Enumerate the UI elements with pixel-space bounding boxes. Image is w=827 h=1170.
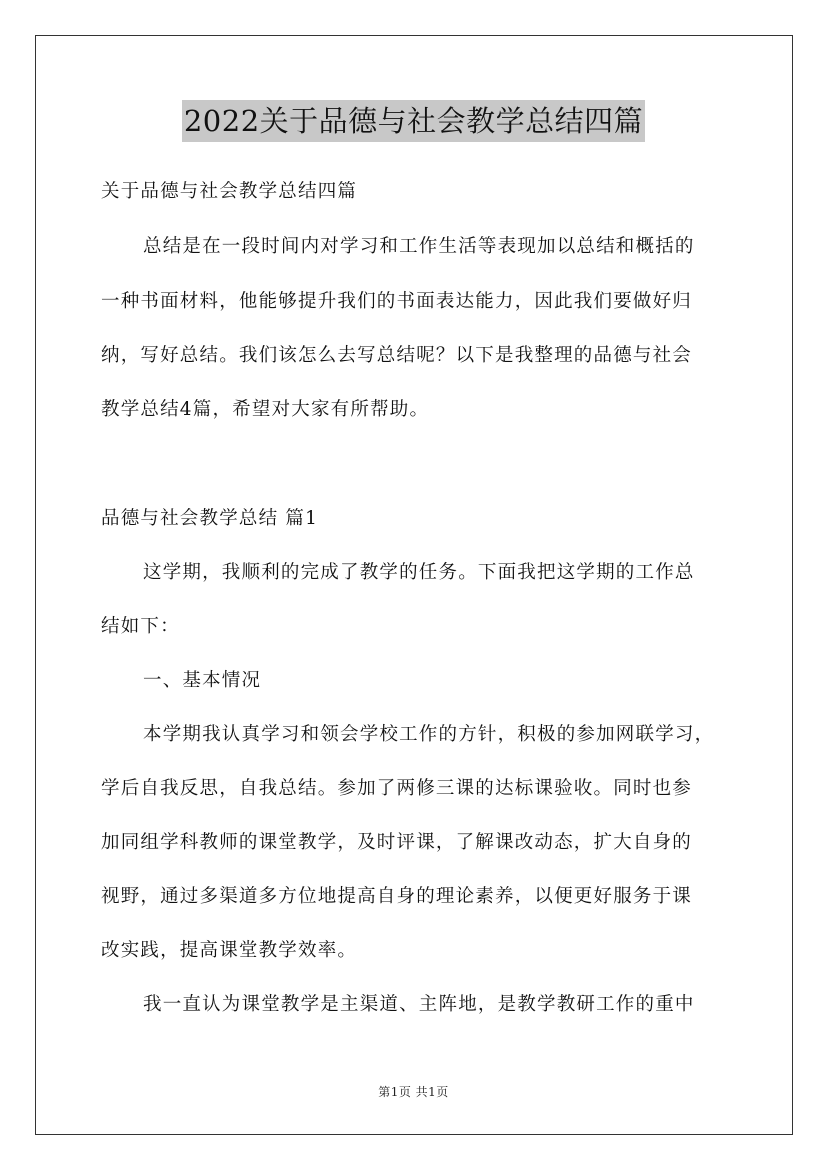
section-line-4: 本学期我认真学习和领会学校工作的方针，积极的参加网联学习， bbox=[143, 724, 715, 745]
intro-line-2: 一种书面材料，他能够提升我们的书面表达能力，因此我们要做好归 bbox=[101, 291, 693, 312]
section-line-2: 结如下： bbox=[101, 616, 180, 637]
section-line-6: 加同组学科教师的课堂教学，及时评课，了解课改动态，扩大自身的 bbox=[101, 832, 693, 853]
subheading-basic: 一、基本情况 bbox=[143, 670, 262, 691]
section-line-9: 我一直认为课堂教学是主渠道、主阵地，是教学教研工作的重中 bbox=[143, 994, 695, 1015]
section-line-1: 这学期，我顺利的完成了教学的任务。下面我把这学期的工作总 bbox=[143, 562, 695, 583]
intro-line-1: 总结是在一段时间内对学习和工作生活等表现加以总结和概括的 bbox=[143, 236, 695, 257]
section-heading: 品德与社会教学总结 篇1 bbox=[101, 508, 319, 529]
intro-line-4: 教学总结4篇，希望对大家有所帮助。 bbox=[101, 399, 430, 420]
document-title: 2022关于品德与社会教学总结四篇 bbox=[182, 100, 645, 142]
title-container bbox=[0, 100, 827, 142]
document-subtitle: 关于品德与社会教学总结四篇 bbox=[101, 181, 358, 202]
section-line-7: 视野，通过多渠道多方位地提高自身的理论素养，以便更好服务于课 bbox=[101, 886, 693, 907]
page-number-footer: 第1页 共1页 bbox=[378, 1085, 449, 1099]
intro-line-3: 纳，写好总结。我们该怎么去写总结呢？以下是我整理的品德与社会 bbox=[101, 345, 693, 366]
section-line-5: 学后自我反思，自我总结。参加了两修三课的达标课验收。同时也参 bbox=[101, 778, 693, 799]
section-line-8: 改实践，提高课堂教学效率。 bbox=[101, 940, 358, 961]
